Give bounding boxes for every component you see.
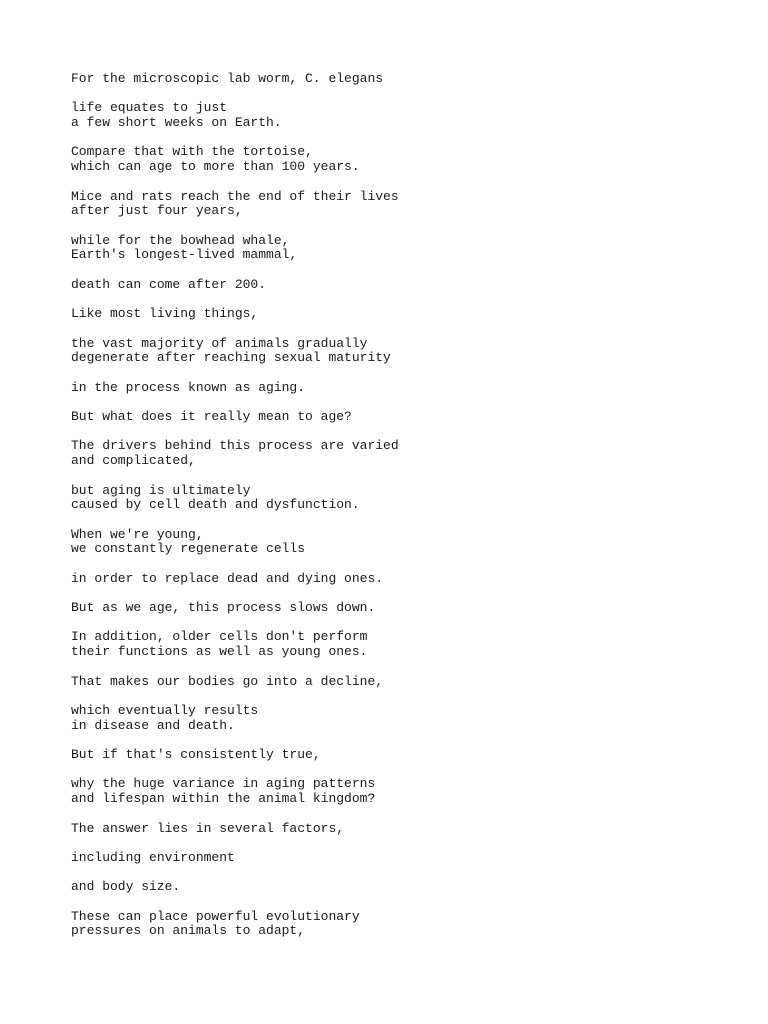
transcript-line: pressures on animals to adapt, xyxy=(71,923,306,939)
transcript-line: and body size. xyxy=(71,879,181,895)
transcript-stanza xyxy=(71,572,731,587)
transcript-line: we constantly regenerate cells xyxy=(71,541,306,557)
transcript-line: in the process known as aging. xyxy=(71,379,306,395)
transcript-stanza xyxy=(71,777,731,806)
transcript-stanza xyxy=(71,381,731,396)
transcript-stanza xyxy=(71,910,731,939)
transcript-line: in disease and death. xyxy=(71,717,235,733)
transcript-line: which can age to more than 100 years. xyxy=(71,159,360,175)
transcript-line: life equates to just xyxy=(71,100,228,116)
transcript-line: and lifespan within the animal kingdom? xyxy=(71,791,376,807)
transcript-line: Like most living things, xyxy=(71,306,259,322)
transcript-stanza xyxy=(71,145,731,174)
transcript-stanza xyxy=(71,190,731,219)
transcript-stanza xyxy=(71,484,731,513)
transcript-line: caused by cell death and dysfunction. xyxy=(71,497,360,513)
transcript-stanza xyxy=(71,72,731,87)
transcript-stanza xyxy=(71,822,731,837)
transcript-line: Compare that with the tortoise, xyxy=(71,144,313,160)
transcript-line: But if that's consistently true, xyxy=(71,747,321,763)
transcript-stanza xyxy=(71,630,731,659)
transcript-body xyxy=(71,72,731,954)
transcript-line: Mice and rats reach the end of their lives xyxy=(71,188,399,204)
transcript-line: including environment xyxy=(71,849,235,865)
transcript-stanza xyxy=(71,880,731,895)
transcript-line: after just four years, xyxy=(71,203,243,219)
transcript-line: but aging is ultimately xyxy=(71,482,251,498)
transcript-stanza xyxy=(71,601,731,616)
transcript-stanza xyxy=(71,439,731,468)
transcript-line: while for the bowhead whale, xyxy=(71,232,290,248)
transcript-line: death can come after 200. xyxy=(71,276,267,292)
transcript-line: The answer lies in several factors, xyxy=(71,820,345,836)
transcript-line: That makes our bodies go into a decline, xyxy=(71,673,384,689)
transcript-line: which eventually results xyxy=(71,702,259,718)
transcript-line: the vast majority of animals gradually xyxy=(71,335,368,351)
transcript-stanza xyxy=(71,851,731,866)
transcript-stanza xyxy=(71,278,731,293)
transcript-stanza xyxy=(71,675,731,690)
transcript-line: in order to replace dead and dying ones. xyxy=(71,570,384,586)
transcript-stanza xyxy=(71,101,731,130)
transcript-stanza xyxy=(71,337,731,366)
transcript-line: Earth's longest-lived mammal, xyxy=(71,247,298,263)
transcript-line: When we're young, xyxy=(71,526,204,542)
transcript-line: why the huge variance in aging patterns xyxy=(71,776,376,792)
transcript-stanza xyxy=(71,528,731,557)
transcript-line: The drivers behind this process are varied xyxy=(71,438,399,454)
transcript-stanza xyxy=(71,234,731,263)
transcript-line: and complicated, xyxy=(71,453,196,469)
transcript-stanza xyxy=(71,410,731,425)
transcript-stanza xyxy=(71,307,731,322)
transcript-line: But as we age, this process slows down. xyxy=(71,600,376,616)
transcript-stanza xyxy=(71,748,731,763)
transcript-line: In addition, older cells don't perform xyxy=(71,629,368,645)
transcript-line: For the microscopic lab worm, C. elegans xyxy=(71,71,384,86)
transcript-line: These can place powerful evolutionary xyxy=(71,908,360,924)
transcript-line: But what does it really mean to age? xyxy=(71,409,352,425)
transcript-line: their functions as well as young ones. xyxy=(71,644,368,660)
transcript-stanza xyxy=(71,704,731,733)
transcript-line: a few short weeks on Earth. xyxy=(71,115,282,131)
transcript-line: degenerate after reaching sexual maturity xyxy=(71,350,391,366)
